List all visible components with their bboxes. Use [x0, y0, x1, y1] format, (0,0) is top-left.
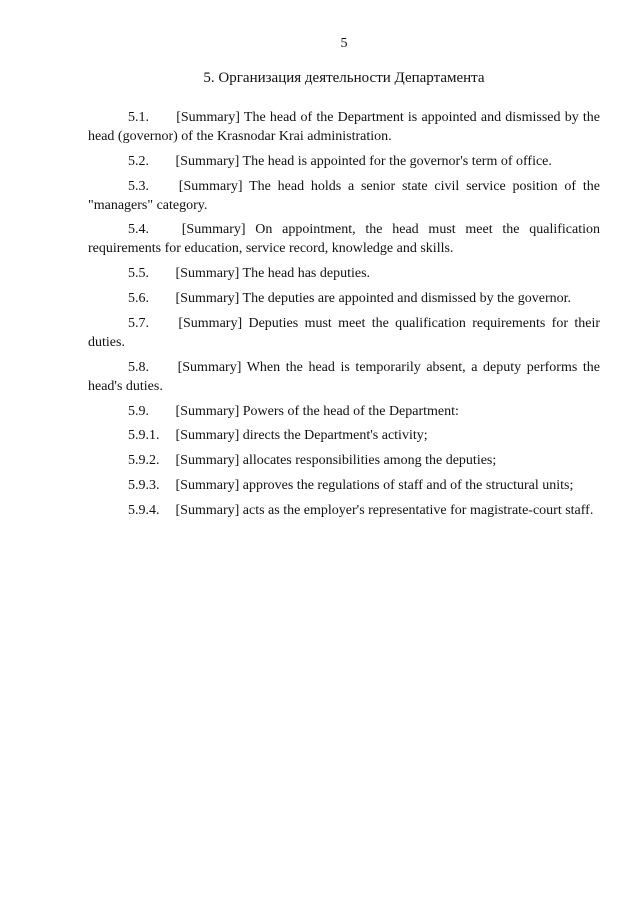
paragraph-number: 5.3. [128, 178, 149, 194]
paragraph [88, 153, 600, 172]
paragraph-number: 5.1. [128, 110, 149, 125]
paragraph [88, 265, 600, 284]
paragraph-number: 5.9.3. [128, 478, 160, 494]
paragraph-number: 5.9.2. [128, 453, 160, 469]
paragraph-number: 5.5. [128, 266, 149, 282]
paragraph-number: 5.9. [128, 403, 149, 419]
paragraph-list [88, 109, 600, 521]
paragraph [88, 403, 600, 422]
paragraph-text: [Summary] directs the Department's activity; [172, 428, 428, 444]
paragraph [88, 359, 600, 397]
paragraph-text: [Summary] approves the regulations of staff and of the structural units; [172, 478, 574, 494]
paragraph [88, 477, 600, 496]
paragraph-number: 5.6. [128, 291, 149, 307]
paragraph [88, 452, 600, 471]
paragraph-number: 5.2. [128, 153, 149, 169]
paragraph-text: [Summary] On appointment, the head must meet the qualification requirements for education, service record, knowledge and skills. [88, 222, 600, 257]
section-title: 5. Организация деятельности Департамента [203, 70, 485, 86]
paragraph-number: 5.8. [128, 359, 149, 375]
page-number: 5 [340, 36, 348, 51]
paragraph [88, 502, 600, 521]
paragraph-text: [Summary] The head of the Department is appointed and dismissed by the head (governor) of the Krasnodar Krai administration. [88, 110, 600, 144]
paragraph-text: [Summary] The deputies are appointed and dismissed by the governor. [172, 291, 572, 307]
paragraph [88, 315, 600, 353]
paragraph [88, 109, 600, 147]
paragraph-number: 5.4. [128, 222, 149, 238]
paragraph-number: 5.9.1. [128, 428, 160, 444]
paragraph-text: [Summary] The head is appointed for the governor's term of office. [172, 153, 552, 169]
paragraph [88, 221, 600, 259]
paragraph [88, 178, 600, 216]
paragraph-text: [Summary] When the head is temporarily absent, a deputy performs the head's duties. [88, 359, 600, 394]
paragraph-text: [Summary] Deputies must meet the qualification requirements for their duties. [88, 316, 600, 350]
paragraph-number: 5.7. [128, 316, 149, 332]
paragraph-text: [Summary] Powers of the head of the Department: [172, 403, 459, 419]
paragraph-number: 5.9.4. [128, 503, 160, 519]
paragraph-text: [Summary] The head has deputies. [172, 266, 371, 282]
paragraph-text: [Summary] allocates responsibilities among the deputies; [172, 453, 497, 469]
paragraph-text: [Summary] The head holds a senior state civil service position of the "managers" category. [88, 178, 600, 213]
paragraph [88, 427, 600, 446]
paragraph-text: [Summary] acts as the employer's representative for magistrate-court staff. [172, 503, 594, 519]
paragraph [88, 290, 600, 309]
